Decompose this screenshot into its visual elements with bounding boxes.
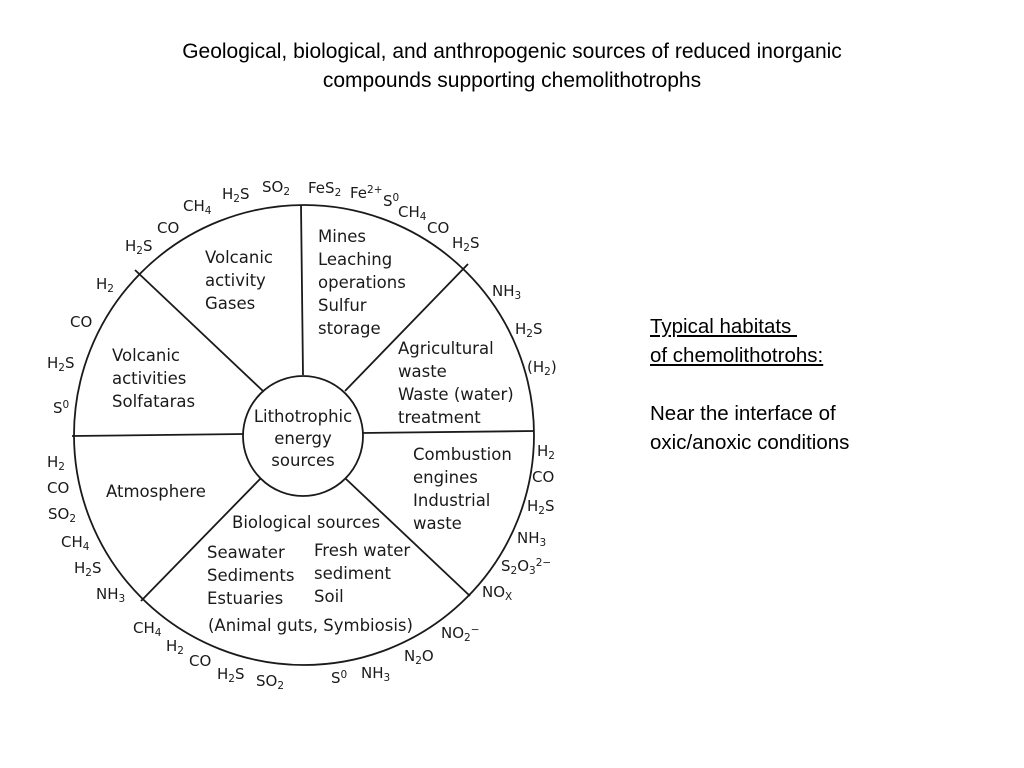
compound-label: H2 — [47, 453, 65, 473]
sector-label-combustion: Combustion engines Industrial waste — [413, 445, 512, 533]
compound-label: CO — [47, 479, 70, 497]
compound-label: H2S — [515, 320, 543, 340]
title-line-2: compounds supporting chemolithotrophs — [322, 69, 702, 92]
compound-label: CO — [427, 219, 450, 237]
compound-label: CO — [189, 652, 212, 670]
compound-label: NH3 — [517, 529, 547, 549]
compound-label: S0 — [53, 399, 70, 417]
sector-label-solfataras: Volcanic activities Solfataras — [112, 346, 196, 411]
compound-label: NH3 — [96, 585, 126, 605]
compound-label: H2S — [222, 185, 250, 205]
sector-label-mines: Mines Leaching operations Sulfur storage — [318, 227, 406, 338]
compound-label: NH3 — [361, 664, 391, 684]
title-line-1: Geological, biological, and anthropogenic sources of reduced inorganic — [182, 40, 842, 63]
compound-label: Fe2+ — [350, 184, 383, 202]
compound-label: H2S — [47, 354, 75, 374]
center-label: Lithotrophic energy sources — [253, 407, 353, 470]
sector-label-atmosphere: Atmosphere — [106, 482, 206, 501]
compound-label: NOX — [482, 583, 513, 603]
compound-label: H2S — [74, 559, 102, 579]
compound-label: SO2 — [262, 178, 291, 198]
divider-left — [72, 434, 244, 436]
sector-label-freshwater: Fresh water sediment Soil — [314, 541, 411, 606]
compound-label: H2 — [537, 442, 555, 462]
compound-label: H2S — [452, 234, 480, 254]
compound-label: SO2 — [256, 672, 285, 692]
compound-label: H2S — [125, 237, 153, 257]
sector-label-volcanic-gases: Volcanic activity Gases — [205, 248, 273, 313]
compound-label: CH4 — [183, 197, 212, 217]
compound-label: CH4 — [61, 533, 90, 553]
compound-label: H2 — [166, 637, 184, 657]
compound-label: H2S — [217, 665, 245, 685]
compound-label: CH4 — [133, 619, 162, 639]
compound-label: N2O — [404, 647, 434, 667]
sector-label-agricultural: Agricultural waste Waste (water) treatment — [398, 339, 514, 427]
compound-label: CO — [157, 219, 180, 237]
compound-label: S0 — [331, 669, 348, 687]
compound-label: (H2) — [527, 358, 557, 378]
compound-label: H2 — [96, 275, 114, 295]
compound-label: FeS2 — [308, 179, 342, 199]
compound-label: H2S — [527, 497, 555, 517]
divider-top — [301, 205, 303, 375]
compound-label: NH3 — [492, 282, 522, 302]
habitats-note — [650, 312, 980, 457]
compound-label: CO — [70, 313, 93, 331]
compound-label: SO2 — [48, 505, 77, 525]
compound-label: NO2− — [441, 624, 480, 644]
habitats-body-line-2: oxic/anoxic conditions — [650, 431, 850, 454]
habitats-heading-line-1: Typical habitats — [650, 315, 797, 338]
habitats-heading-line-2: of chemolithotrohs: — [650, 344, 824, 367]
sector-label-animal: (Animal guts, Symbiosis) — [208, 616, 413, 635]
compound-label: S2O32− — [501, 557, 552, 577]
divider-right — [362, 431, 534, 433]
compound-label: CH4 — [398, 203, 427, 223]
habitats-body-line-1: Near the interface of — [650, 402, 836, 425]
sector-label-marine: Seawater Sediments Estuaries — [207, 543, 295, 608]
compound-label: S0 — [383, 192, 400, 210]
compound-label: CO — [532, 468, 555, 486]
sector-label-biological: Biological sources — [232, 513, 381, 532]
